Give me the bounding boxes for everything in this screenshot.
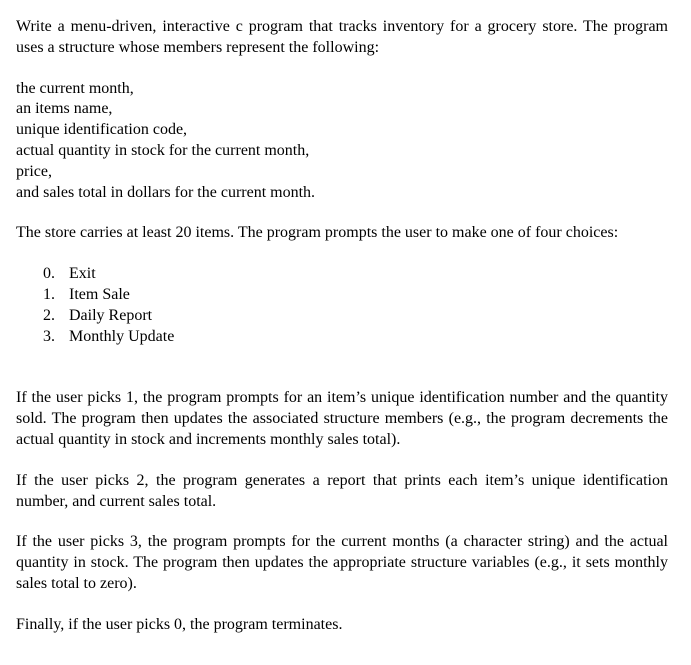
pick0-paragraph: Finally, if the user picks 0, the program terminates.: [16, 615, 343, 633]
spacer: [16, 244, 668, 264]
pick2-paragraph: If the user picks 2, the program generates a report that prints each item’s unique identification number, and current sales total.: [16, 471, 668, 510]
choice-number: 1.: [43, 285, 55, 303]
member-line: unique identification code,: [16, 121, 188, 139]
spacer: [16, 59, 668, 79]
spacer: [16, 451, 668, 471]
member-line: actual quantity in stock for the current month,: [16, 141, 310, 159]
store-paragraph: The store carries at least 20 items. The program prompts the user to make one of four choices:: [16, 224, 619, 242]
menu-choice: [43, 285, 668, 306]
member-line: the current month,: [16, 79, 134, 97]
intro-paragraph: Write a menu-driven, interactive c program that tracks inventory for a grocery store. The program uses a structure whose members represent the following:: [16, 18, 668, 56]
choice-label: Daily Report: [69, 306, 153, 324]
structure-members-list: [16, 79, 668, 204]
choice-number: 3.: [43, 327, 55, 345]
spacer: [16, 347, 668, 388]
pick3-paragraph: If the user picks 3, the program prompts for the current months (a character string) and the actual quantity in stock. The program then updates the appropriate structure variables (e.g., it sets monthly sales total to zero).: [16, 533, 668, 592]
choice-number: 2.: [43, 306, 55, 324]
pick1-paragraph: If the user picks 1, the program prompts for an item’s unique identification number and the quantity sold. The program then updates the associated structure members (e.g., the program decrements the actual quantity in stock and increments monthly sales total).: [16, 389, 668, 448]
choice-number: 0.: [43, 265, 55, 283]
choice-label: Monthly Update: [69, 327, 175, 345]
spacer: [16, 203, 668, 223]
spacer: [16, 512, 668, 532]
choice-label: Exit: [69, 265, 96, 283]
member-line: an items name,: [16, 100, 113, 118]
menu-choice: [43, 306, 668, 327]
menu-choice: [43, 327, 668, 348]
member-line: and sales total in dollars for the current month.: [16, 183, 316, 201]
menu-choices-list: [16, 264, 668, 347]
choice-label: Item Sale: [69, 285, 130, 303]
member-line: price,: [16, 162, 52, 180]
menu-choice: [43, 264, 668, 285]
spacer: [16, 595, 668, 615]
